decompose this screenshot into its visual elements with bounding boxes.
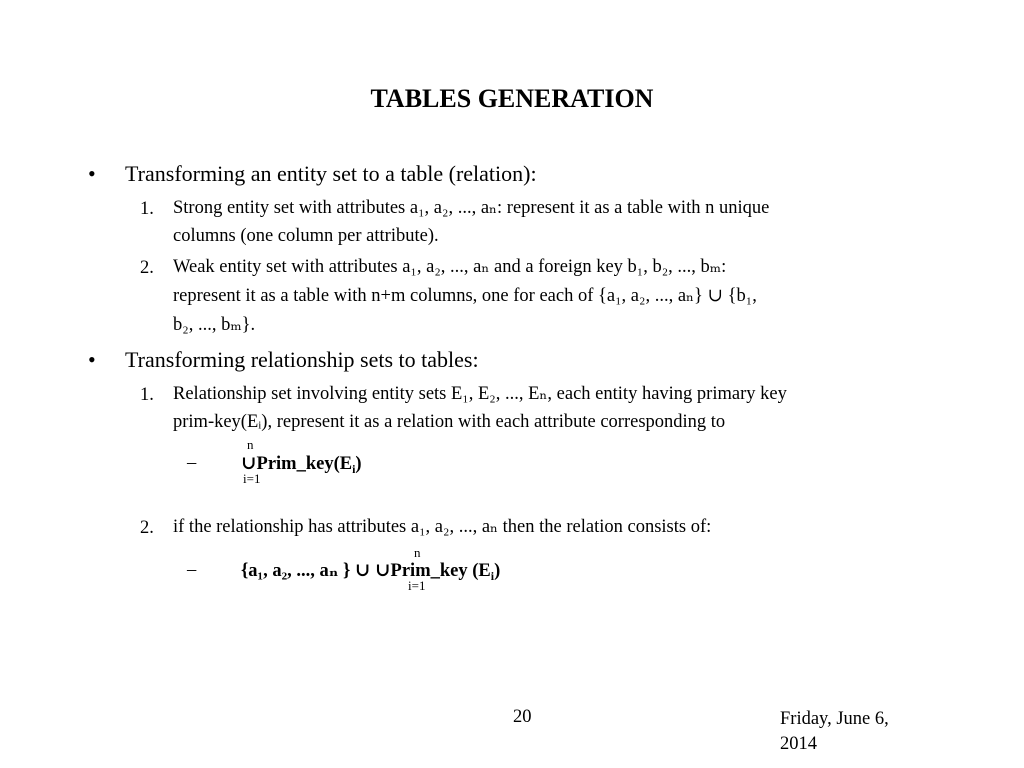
- slide-title: TABLES GENERATION: [370, 84, 654, 113]
- formula-expression: Prim_key (E: [390, 561, 491, 581]
- sub-bullet-dash: –: [187, 453, 197, 473]
- bullet-marker: •: [88, 347, 96, 372]
- list-item-line: represent it as a table with n+m columns, one for each of {a₁, a₂, ..., aₙ} ∪ {b₁,: [173, 286, 757, 306]
- page-number: 20: [513, 707, 532, 727]
- item-number: 2.: [140, 258, 154, 278]
- formula-subscript: i: [352, 462, 356, 476]
- list-item-line: Weak entity set with attributes a₁, a₂, ..., aₙ and a foreign key b₁, b₂, ..., bₘ:: [173, 257, 727, 277]
- formula-set: {a₁, a₂, ..., aₙ } ∪: [241, 561, 376, 581]
- union-symbol: ∪: [375, 561, 391, 581]
- item-number: 1.: [140, 199, 154, 219]
- formula-subscript: i: [490, 569, 495, 583]
- list-item-line: Relationship set involving entity sets E₁, E₂, ..., Eₙ, each entity having primary key: [173, 384, 787, 404]
- item-number: 1.: [140, 385, 154, 405]
- union-upper-limit: n: [247, 437, 254, 452]
- union-symbol: ∪: [241, 454, 257, 474]
- list-item-line: columns (one column per attribute).: [173, 226, 439, 246]
- list-item-line: b₂, ..., bₘ}.: [173, 315, 256, 335]
- formula-close: ): [355, 454, 362, 474]
- sub-bullet-dash: –: [187, 560, 197, 580]
- union-lower-limit: i=1: [408, 578, 426, 593]
- formula-close: ): [494, 561, 501, 581]
- union-formula: [241, 560, 500, 582]
- union-upper-limit: n: [414, 545, 421, 560]
- list-item-line: Strong entity set with attributes a₁, a₂, ..., aₙ: represent it as a table with n unique: [173, 198, 770, 218]
- bullet-heading: Transforming relationship sets to tables:: [125, 347, 479, 372]
- item-number: 2.: [140, 518, 154, 538]
- union-lower-limit: i=1: [243, 471, 261, 486]
- footer-date: Friday, June 6, 2014: [780, 709, 889, 754]
- formula-expression: Prim_key(E: [256, 454, 353, 474]
- bullet-heading: Transforming an entity set to a table (relation):: [125, 161, 537, 186]
- bullet-marker: •: [88, 161, 96, 186]
- list-item-line: if the relationship has attributes a₁, a₂, ..., aₙ then the relation consists of:: [173, 517, 712, 537]
- list-item-line: prim-key(Eᵢ), represent it as a relation with each attribute corresponding to: [173, 412, 726, 432]
